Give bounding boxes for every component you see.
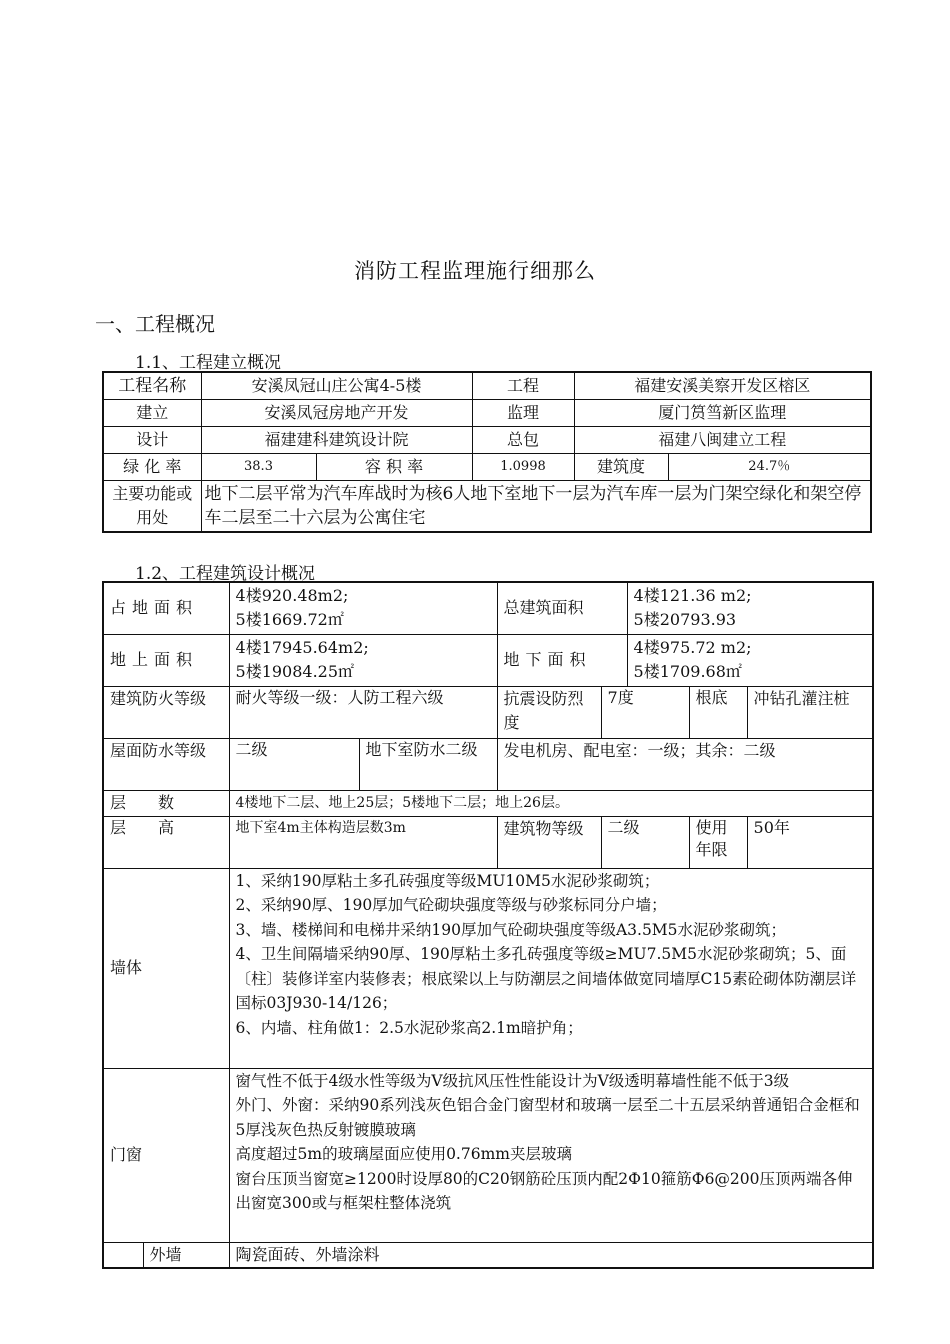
- table-row: 建立 安溪凤冠房地产开发 监理 厦门筼筜新区监理: [103, 400, 871, 427]
- subsection-heading-1-1: 1.1、工程建立概况: [135, 353, 282, 373]
- table-row: 建筑防火等级 耐火等级一级：人防工程六级 抗震设防烈度 7度 根底 冲钻孔灌注桩: [103, 686, 873, 738]
- table-row: 占地面积 4楼920.48m2; 5楼1669.72㎡ 总建筑面积 4楼121.36 m2; 5楼20793.93: [103, 582, 873, 634]
- table-row: 外墙 陶瓷面砖、外墙涂料: [103, 1242, 873, 1268]
- document-title: 消防工程监理施行细那么: [354, 259, 596, 283]
- table-row: 门窗 窗气性不低于4级水性等级为V级抗风压性性能设计为V级透明幕墙性能不低于3级 外门、外窗：采纳90系列浅灰色铝合金门窗型材和玻璃一层至二十五层采纳普通铝合金框和5厚浅灰色热反射镀膜玻璃 高度超过5m的玻璃屋面应使用0.76mm夹层玻璃 窗台压顶当窗宽≥1200时设厚80的C20钢筋砼压顶内配2Ф10箍筋Ф6@200压顶两端各伸出窗宽300或与框架柱整体浇筑: [103, 1068, 873, 1242]
- subsection-heading-1-2: 1.2、工程建筑设计概况: [135, 564, 316, 584]
- table-row: 地上面积 4楼17945.64m2; 5楼19084.25㎡ 地下面积 4楼975.72 m2; 5楼1709.68㎡: [103, 634, 873, 686]
- architectural-design-table: [102, 581, 874, 1269]
- table-row: 设计 福建建科建筑设计院 总包 福建八闽建立工程: [103, 427, 871, 454]
- section-heading: 一、工程概况: [95, 312, 215, 336]
- table-row: 屋面防水等级 二级 地下室防水二级 发电机房、配电室：一级；其余：二级: [103, 738, 873, 790]
- table-row: 主要功能或用处 地下二层平常为汽车库战时为核6人地下室地下一层为汽车库一层为门架空绿化和架空停车二层至二十六层为公寓住宅: [103, 481, 871, 533]
- table-row: 绿 化 率 38.3 容 积 率 1.0998 建筑度 24.7％: [103, 454, 871, 481]
- project-setup-table: [102, 371, 872, 533]
- table-row: 墙体 1、采纳190厚粘土多孔砖强度等级MU10M5水泥砂浆砌筑； 2、采纳90厚、190厚加气砼砌块强度等级与砂浆标同分户墙； 3、墙、楼梯间和电梯井采纳190厚加气砼砌块强度等级A3.5M5水泥砂浆砌筑； 4、卫生间隔墙采纳90厚、190厚粘土多孔砖强度等级≥MU7.5M5水泥砂浆砌筑；5、面〔柱〕装修详室内装修表；根底梁以上与防潮层之间墙体做宽同墙厚C15素砼砌体防潮层详国标03J930-14/126； 6、内墙、柱角做1：2.5水泥砂浆高2.1m暗护角；: [103, 868, 873, 1068]
- table-row: 层 高 地下室4m主体构造层数3m 建筑物等级 二级 使用年限 50年: [103, 816, 873, 868]
- table-row: 工程名称 安溪凤冠山庄公寓4-5楼 工程 福建安溪美察开发区榕区: [103, 372, 871, 400]
- table-row: 层 数 4楼地下二层、地上25层；5楼地下二层；地上26层。: [103, 790, 873, 816]
